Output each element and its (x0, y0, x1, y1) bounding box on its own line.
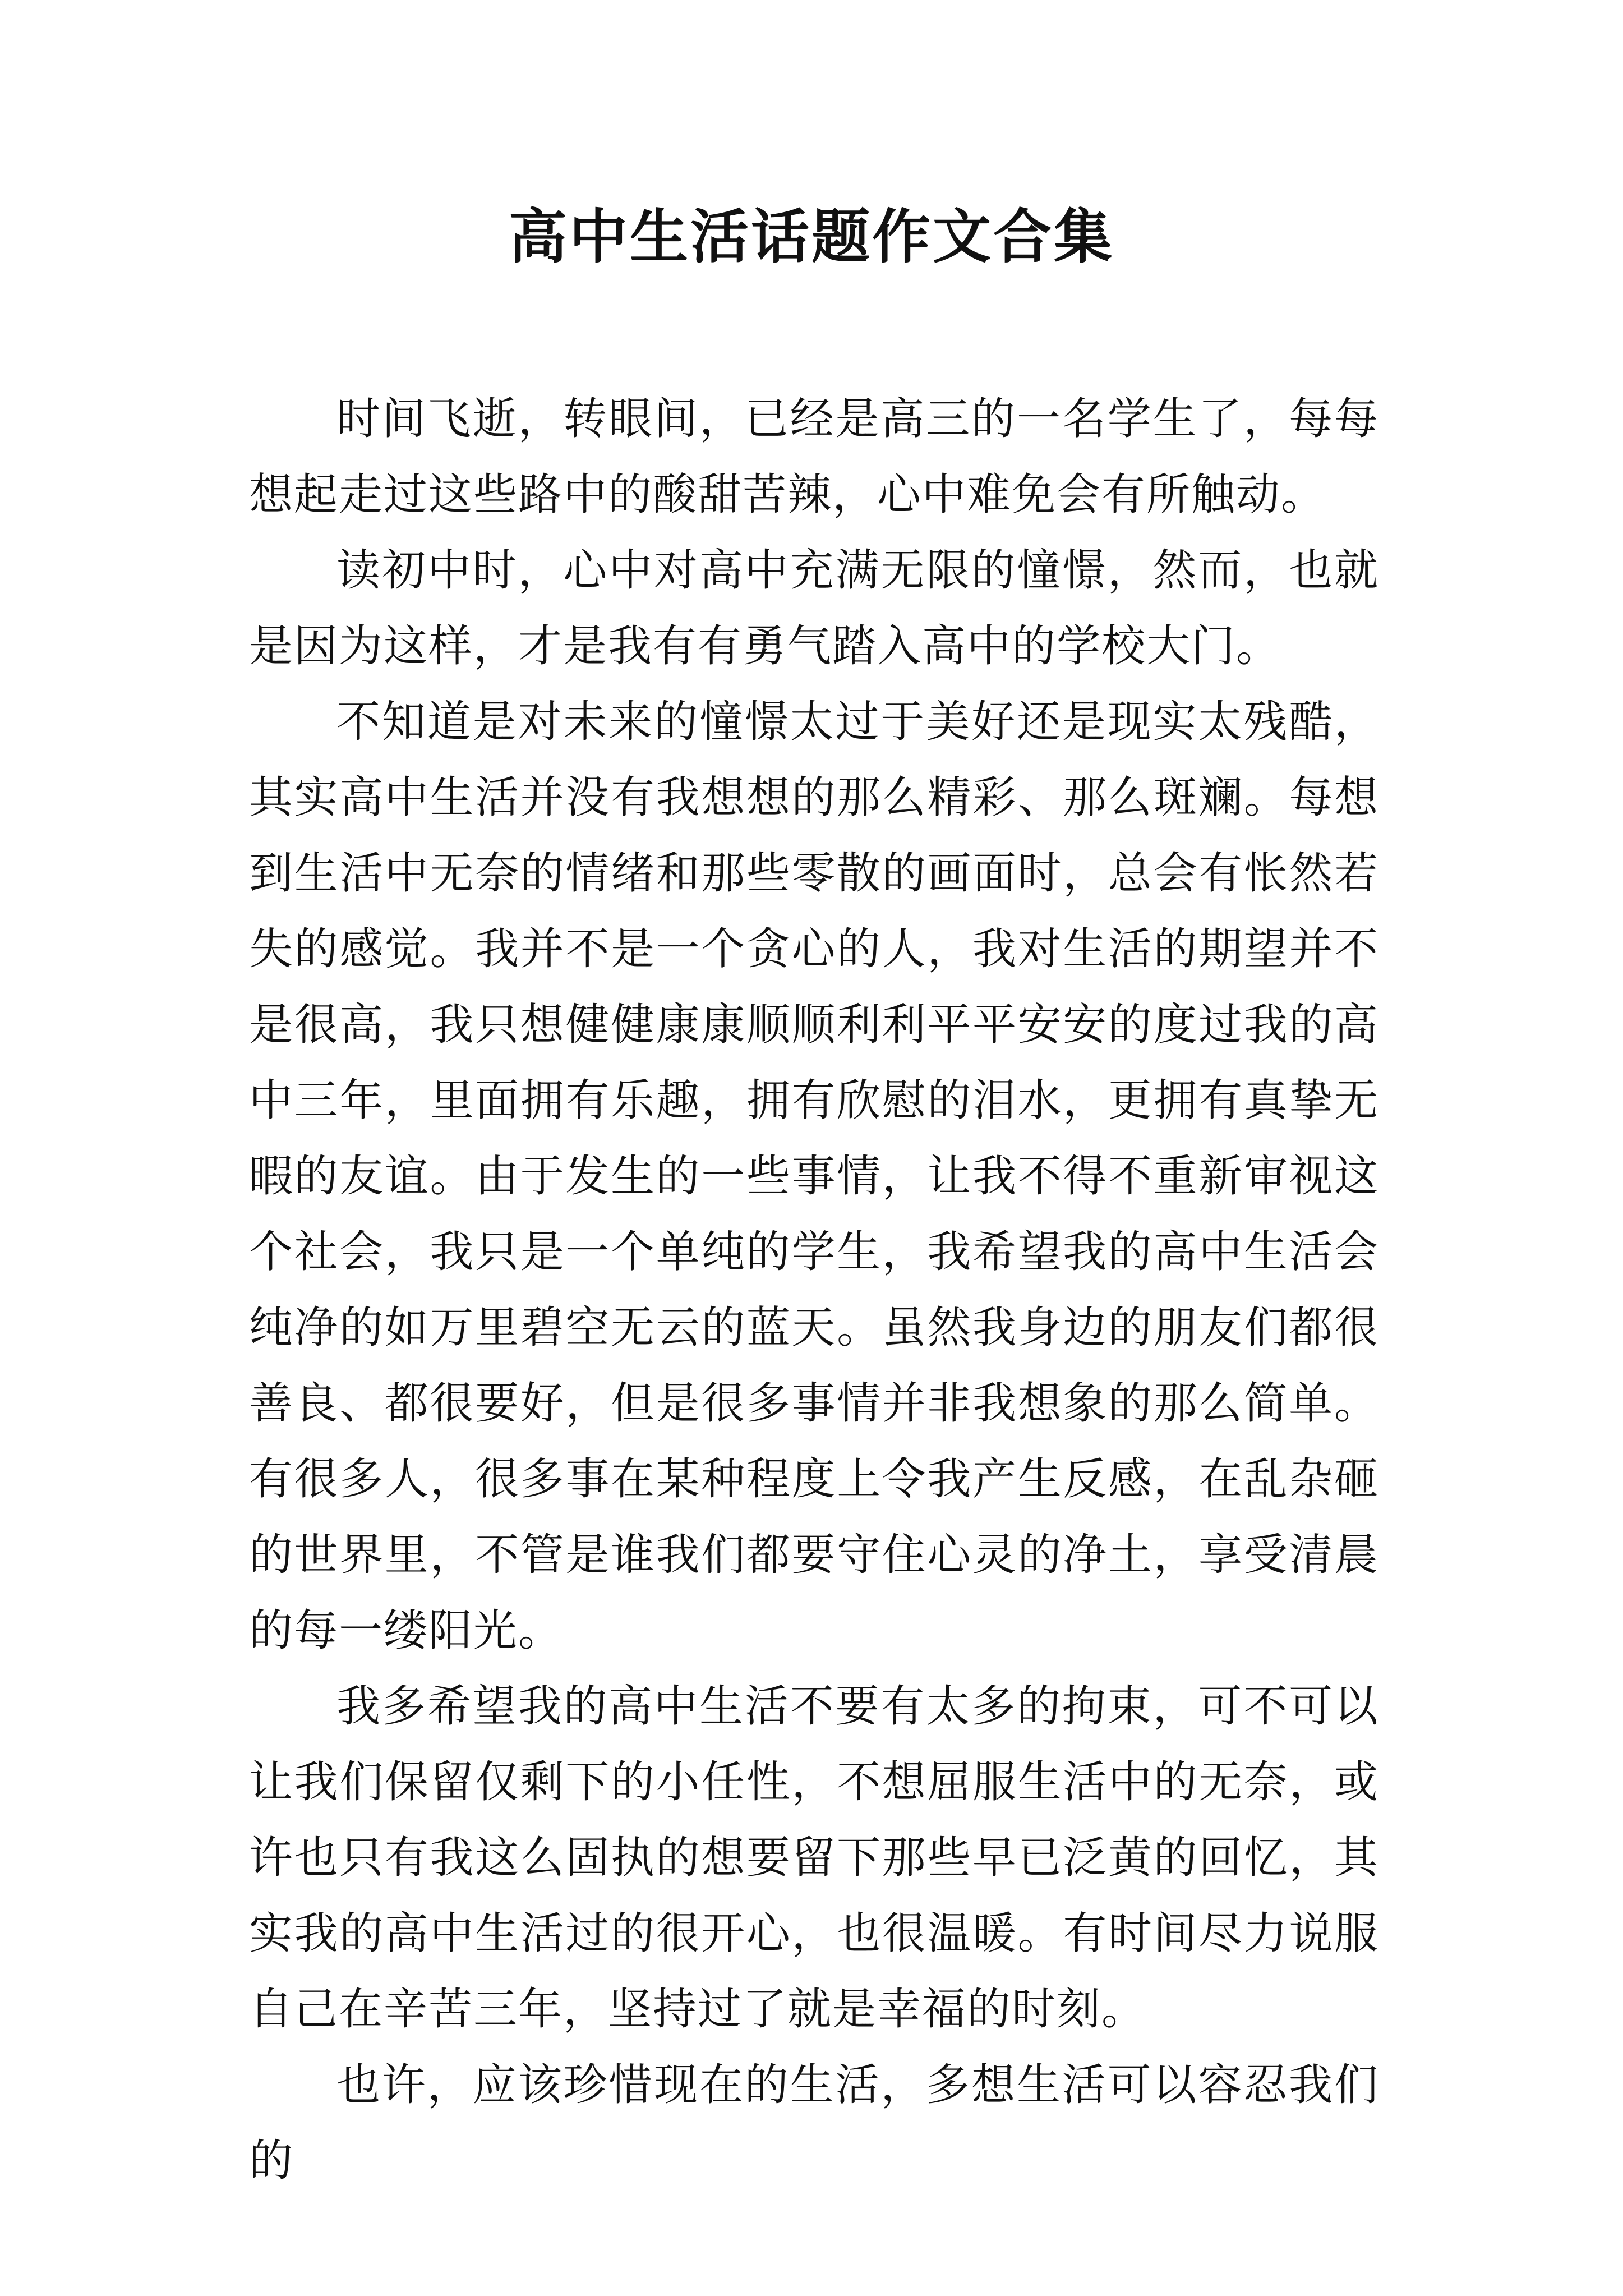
paragraph-3: 不知道是对未来的憧憬太过于美好还是现实太残酷，其实高中生活并没有我想想的那么精彩、那么斑斓。每想到生活中无奈的情绪和那些零散的画面时，总会有怅然若失的感觉。我并不是一个贪心的人，我对生活的期望并不是很高，我只想健健康康顺顺利利平平安安的度过我的高中三年，里面拥有乐趣，拥有欣慰的泪水，更拥有真挚无暇的友谊。由于发生的一些事情，让我不得不重新审视这个社会，我只是一个单纯的学生，我希望我的高中生活会纯净的如万里碧空无云的蓝天。虽然我身边的朋友们都很善良、都很要好，但是很多事情并非我想象的那么简单。有很多人，很多事在某种程度上令我产生反感，在乱杂砸的世界里，不管是谁我们都要守住心灵的净土，享受清晨的每一缕阳光。 (249, 697, 1379, 1656)
paragraph-4: 我多希望我的高中生活不要有太多的拘束，可不可以让我们保留仅剩下的小任性，不想屈服生活中的无奈，或许也只有我这么固执的想要留下那些早已泛黄的回忆，其实我的高中生活过的很开心，也很温暖。有时间尽力说服自己在辛苦三年，坚持过了就是幸福的时刻。 (249, 1681, 1379, 2035)
paragraph-5: 也许，应该珍惜现在的生活，多想生活可以容忍我们的 (249, 2060, 1379, 2186)
document-body (249, 381, 1379, 2199)
paragraph-2: 读初中时，心中对高中充满无限的憧憬，然而，也就是因为这样，才是我有有勇气踏入高中的学校大门。 (249, 545, 1379, 671)
document-title: 高中生活话题作文合集 (508, 202, 1114, 271)
paragraph-1: 时间飞逝，转眼间，已经是高三的一名学生了，每每想起走过这些路中的酸甜苦辣，心中难免会有所触动。 (249, 394, 1379, 520)
